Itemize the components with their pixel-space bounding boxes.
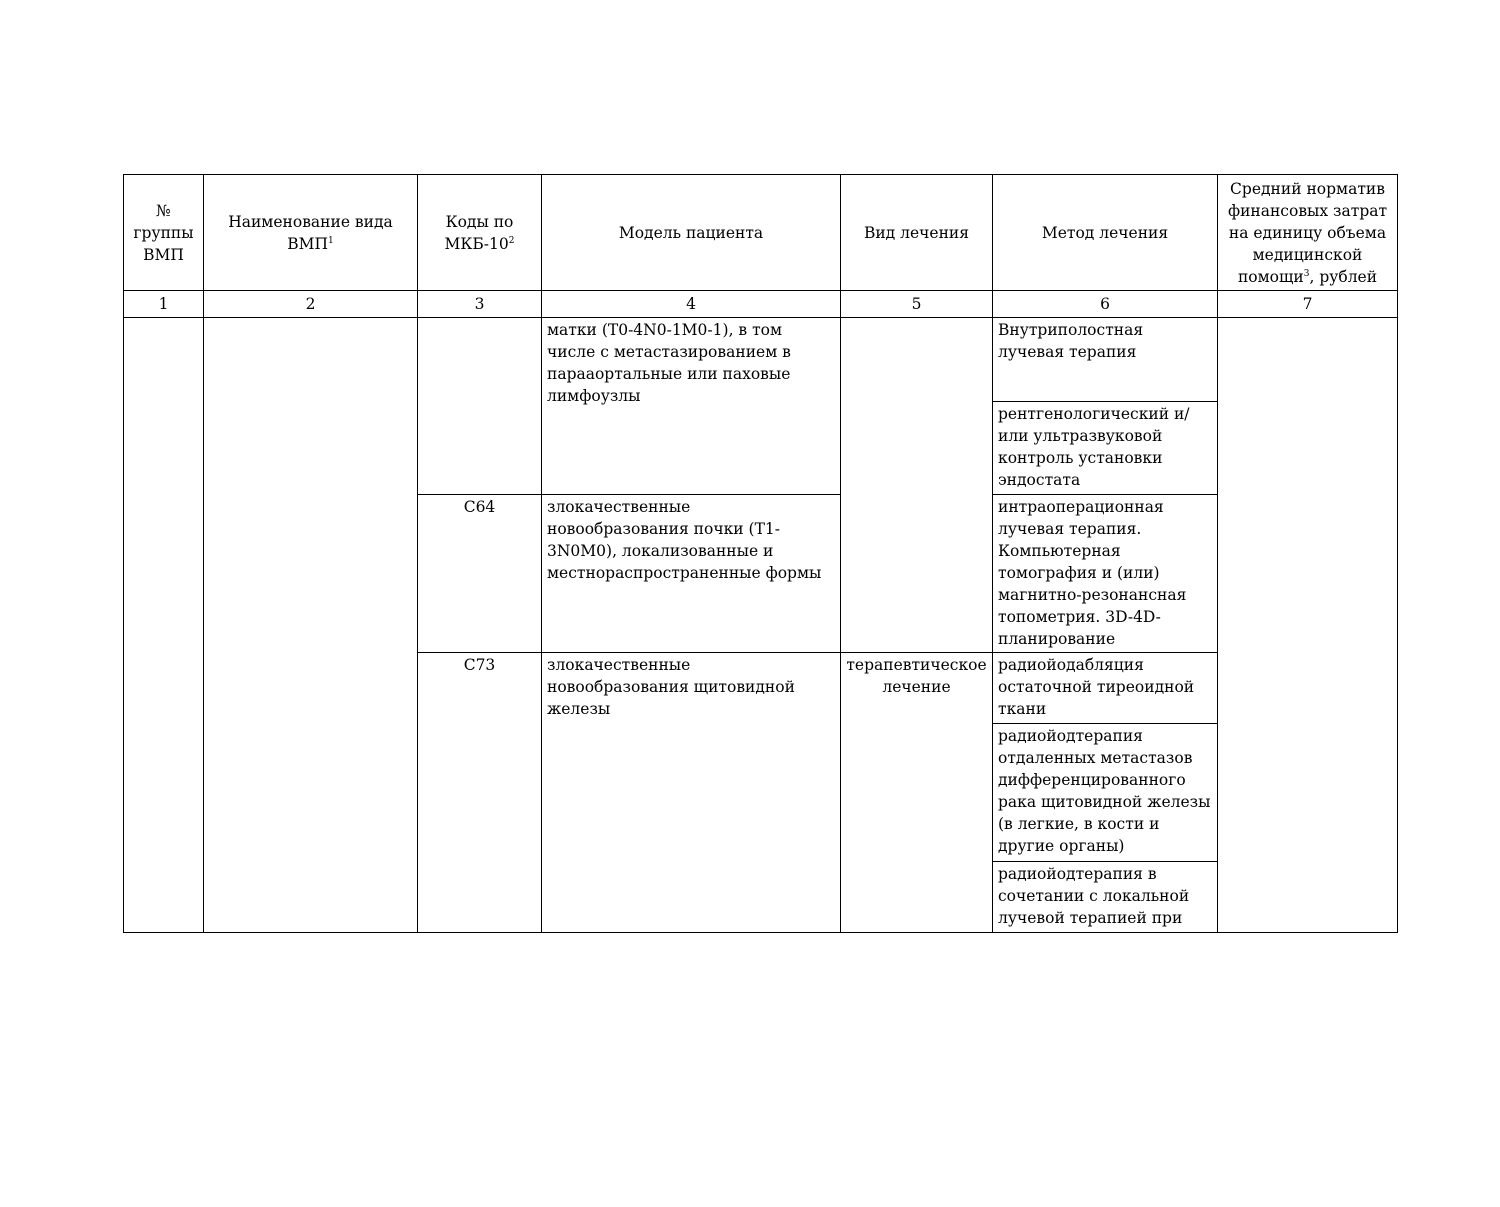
header-patient-model-text: Модель пациента: [618, 223, 764, 242]
header-treatment-method: [993, 175, 1218, 291]
group-no-cell: [124, 318, 204, 933]
header-treatment-type: [841, 175, 993, 291]
header-group-no-text: № группы ВМП: [133, 201, 194, 264]
column-number: 5: [841, 291, 993, 318]
header-treatment-type-text: Вид лечения: [863, 223, 970, 242]
patient-model-kidney: злокачественные новообразования почки (T1-3N0M0), локализованные и местнораспространенные формы: [542, 494, 841, 653]
header-icd-codes-text: Коды по МКБ-10: [444, 212, 514, 253]
treatment-type-cell: [841, 318, 993, 653]
icd-code-c73: C73: [418, 653, 542, 933]
method-intraoperative: интраоперационная лучевая терапия. Компьютерная томография и (или) магнитно-резонансная топометрия. 3D-4D-планирование: [993, 494, 1218, 653]
header-patient-model: [542, 175, 841, 291]
method-intracavitary: Внутриполостная лучевая терапия: [993, 318, 1218, 402]
method-xray-control: рентгенологический и/или ультразвуковой контроль установки эндостата: [993, 402, 1218, 494]
document-page: [123, 174, 1397, 933]
table-row: [124, 318, 1398, 402]
column-number: 3: [418, 291, 542, 318]
patient-model-uterus: матки (T0-4N0-1M0-1), в том числе с метастазированием в парааортальные или паховые лимфоузлы: [542, 318, 841, 495]
cost-cell: [1218, 318, 1398, 933]
icd-code-cell: [418, 318, 542, 495]
column-number: 2: [204, 291, 418, 318]
footnote-ref-3: 3: [1303, 268, 1310, 279]
header-treatment-method-text: Метод лечения: [1041, 223, 1169, 242]
header-cost: [1218, 175, 1398, 291]
header-cost-suffix: , рублей: [1309, 267, 1378, 286]
patient-model-thyroid: злокачественные новообразования щитовидной железы: [542, 653, 841, 933]
vmp-name-cell: [204, 318, 418, 933]
column-number: 1: [124, 291, 204, 318]
header-vmp-name-text: Наименование вида ВМП: [228, 212, 393, 253]
treatment-type-therapeutic: терапевтическое лечение: [841, 653, 993, 933]
column-number: 7: [1218, 291, 1398, 318]
header-row: [124, 175, 1398, 291]
method-radioiodine-ablation: радиойодабляция остаточной тиреоидной ткани: [993, 653, 1218, 724]
header-icd-codes: [418, 175, 542, 291]
method-radioiodine-combined: радиойодтерапия в сочетании с локальной лучевой терапией при: [993, 861, 1218, 932]
vmp-table: [123, 174, 1398, 933]
header-vmp-name: [204, 175, 418, 291]
column-number: 4: [542, 291, 841, 318]
footnote-ref-2: 2: [508, 235, 515, 246]
method-radioiodine-metastases: радиойодтерапия отдаленных метастазов дифференцированного рака щитовидной железы (в легкие, в кости и другие органы): [993, 724, 1218, 861]
header-cost-text: Средний норматив финансовых затрат на единицу объема медицинской помощи: [1227, 179, 1388, 286]
header-group-no: [124, 175, 204, 291]
footnote-ref-1: 1: [328, 235, 334, 246]
icd-code-c64: C64: [418, 494, 542, 653]
column-number: 6: [993, 291, 1218, 318]
column-number-row: [124, 291, 1398, 318]
